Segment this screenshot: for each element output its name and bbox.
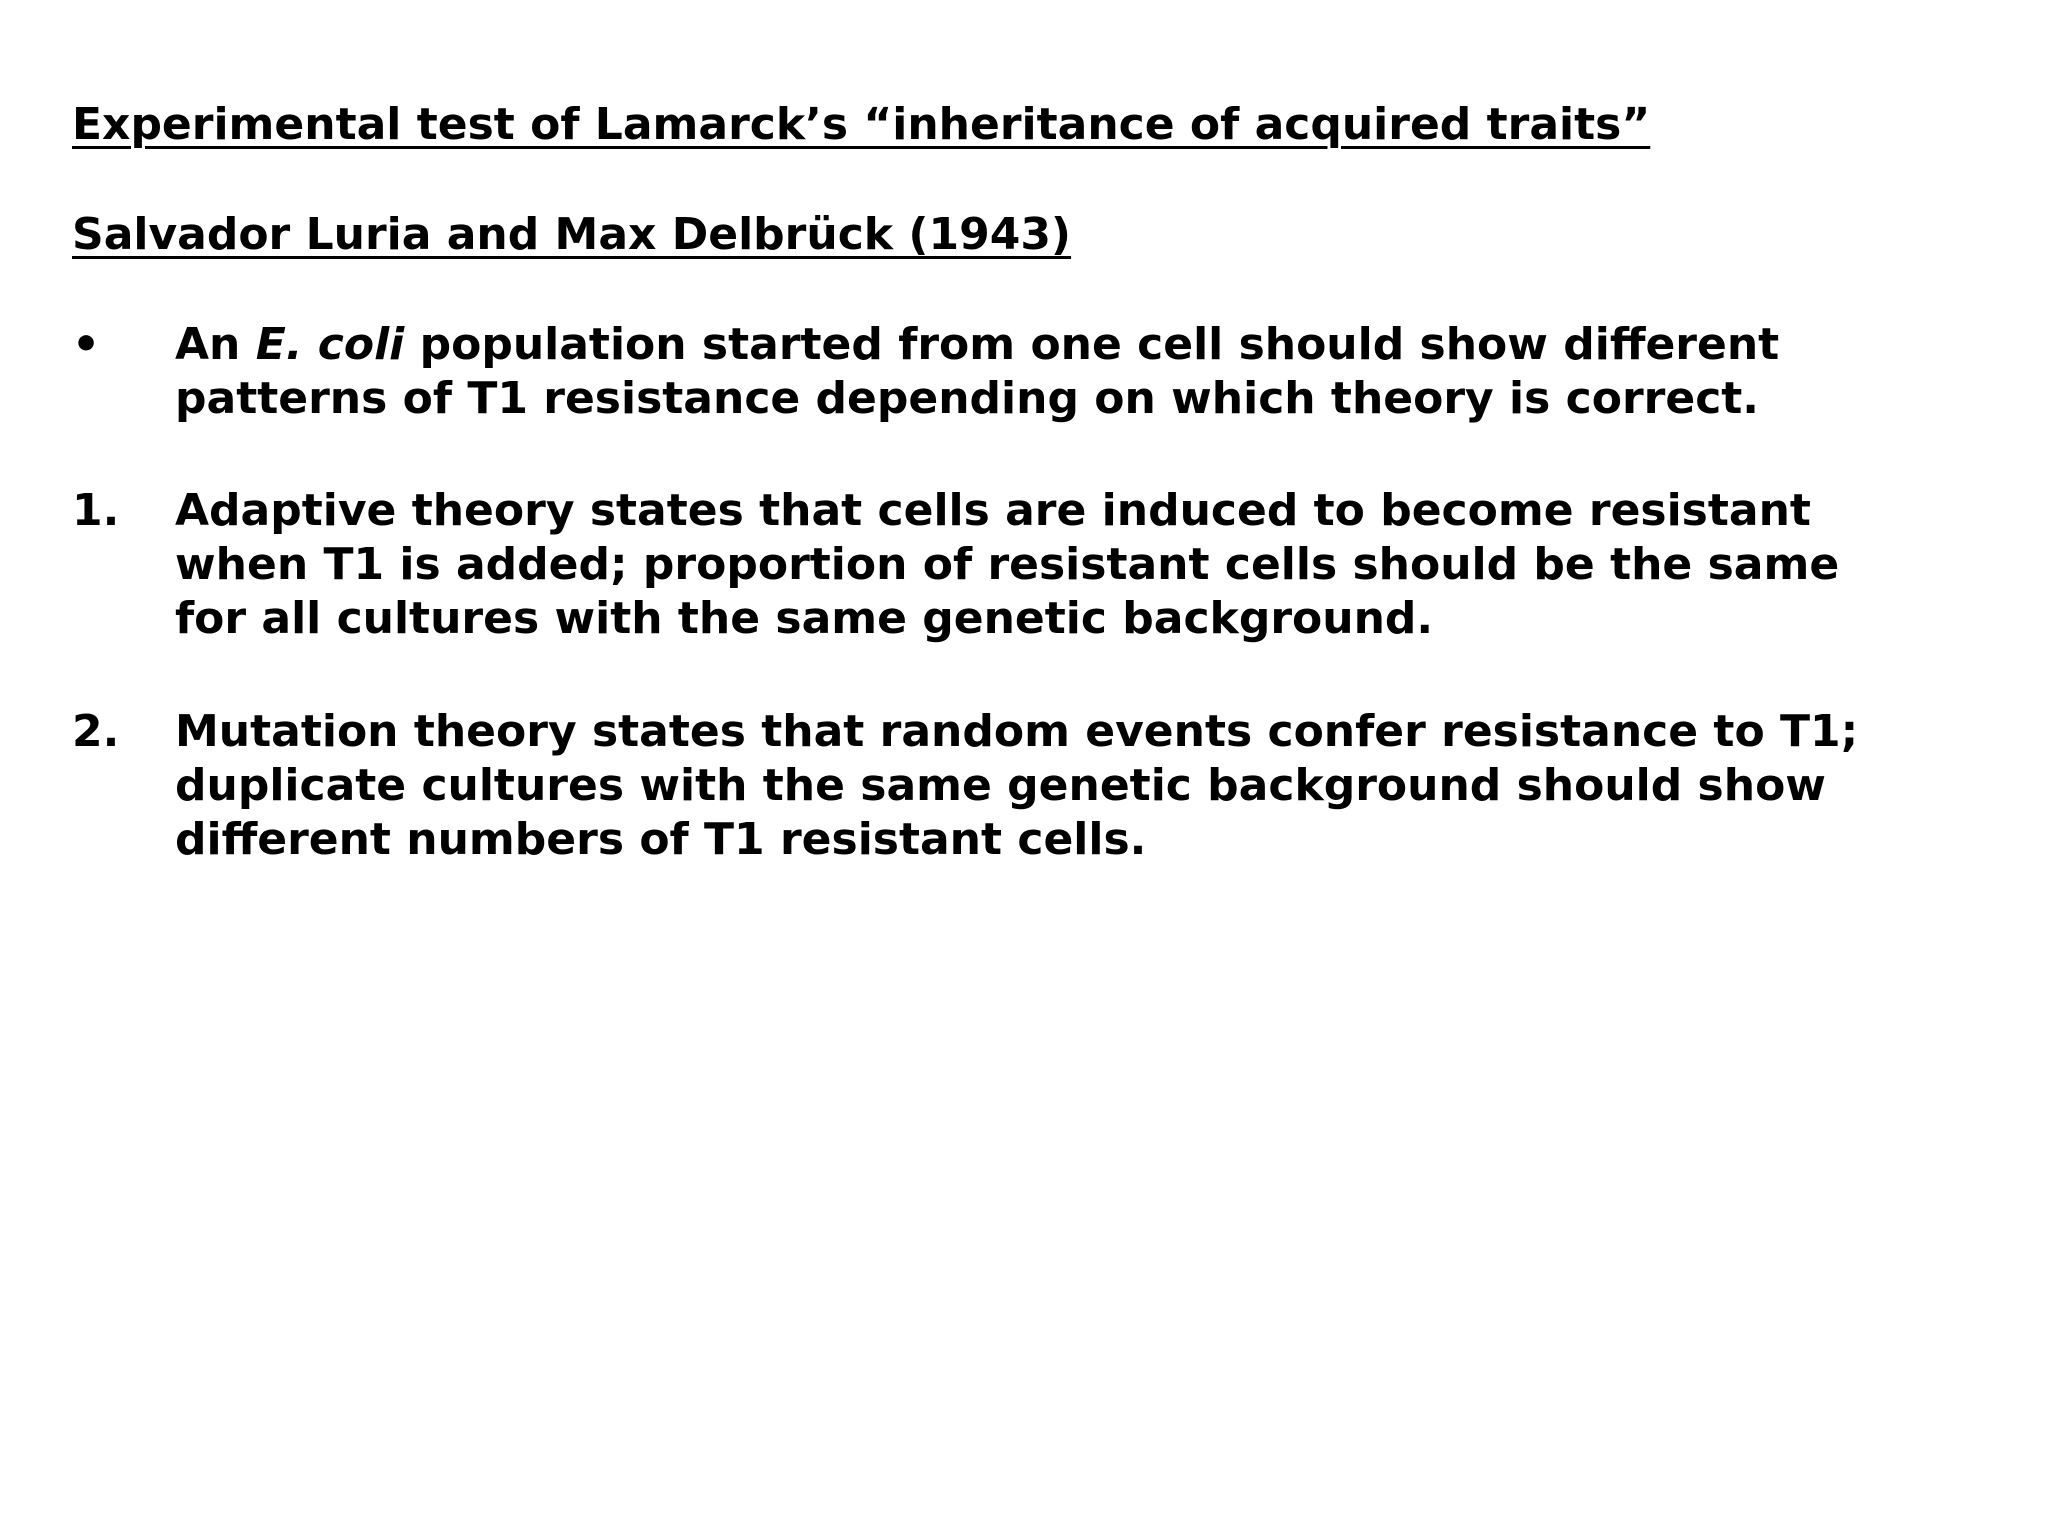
bullet-line-1-rest: population started from one cell should show different	[404, 319, 1780, 370]
numbered-item-text	[175, 484, 2012, 646]
numbered-marker: 1.	[72, 485, 120, 536]
bullet-line-1	[175, 318, 2012, 372]
bullet-text	[175, 318, 2012, 426]
slide-title: Experimental test of Lamarck’s “inheritance of acquired traits”	[72, 99, 1651, 150]
bullet-emphasis: E. coli	[255, 319, 405, 370]
bullet-marker: •	[72, 319, 101, 370]
numbered-item-text	[175, 705, 2012, 867]
item-line: Adaptive theory states that cells are induced to become resistant	[175, 485, 1811, 536]
item-line: duplicate cultures with the same genetic background should show	[175, 760, 1826, 811]
numbered-marker: 2.	[72, 706, 120, 757]
item-line: different numbers of T1 resistant cells.	[175, 814, 1147, 865]
item-line: for all cultures with the same genetic background.	[175, 593, 1434, 644]
numbered-item-2	[72, 705, 2012, 867]
item-line: Mutation theory states that random events confer resistance to T1;	[175, 706, 1859, 757]
item-line: when T1 is added; proportion of resistant cells should be the same	[175, 539, 1840, 590]
numbered-item-1	[72, 484, 2012, 646]
bullet-item	[72, 318, 2012, 426]
slide-subtitle: Salvador Luria and Max Delbrück (1943)	[72, 209, 1072, 260]
bullet-line-2: patterns of T1 resistance depending on which theory is correct.	[175, 373, 1760, 424]
bullet-prefix: An	[175, 319, 256, 370]
